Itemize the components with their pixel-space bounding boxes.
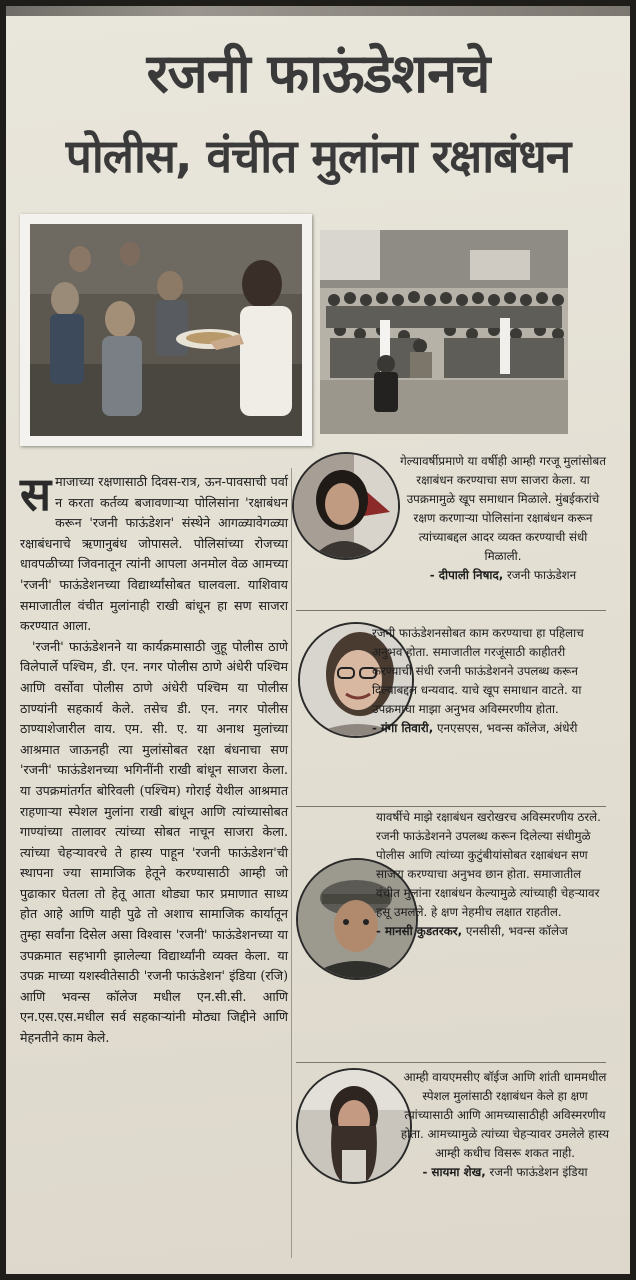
- quote-2-text: [372, 624, 608, 738]
- quote-4-body: आम्ही वायएमसीए बॉईज आणि शांती धाममधील स्पेशल मुलांसाठी रक्षाबंधन केले हा क्षण त्यांच्यासाठी आणि आमच्यासाठीही अविस्मरणीय होता. आमच्यामुळे त्यांच्या चेहऱ्यावर उमलेले हास्य आम्ही कधीच विसरू शकत नाही.: [400, 1070, 610, 1160]
- photo-group-police: [320, 230, 568, 434]
- quote-3-author: - मानसी कुडतरकर,: [376, 924, 463, 938]
- quote-1-affiliation: रजनी फाऊंडेशन: [506, 568, 577, 582]
- quote-1-text: [400, 452, 606, 585]
- quote-4-author: - सायमा शेख,: [422, 1165, 486, 1179]
- quote-1-body: गेल्यावर्षीप्रमाणे या वर्षीही आम्ही गरजू मुलांसोबत रक्षाबंधन करण्याचा सण साजरा केला. या उपक्रमामुळे खूप समाधान मिळाले. मुंबईकरांचे रक्षण करणाऱ्या पोलिसांना रक्षाबंधन करून त्यांच्याबद्दल आदर व्यक्त करण्याची संधी मिळाली.: [400, 454, 606, 563]
- quote-3-text: [376, 808, 608, 941]
- quote-2-author: - गंगा तिवारी,: [372, 721, 434, 735]
- quote-3-body: यावर्षीचे माझे रक्षाबंधन खरोखरच अविस्मरणीय ठरले. रजनी फाऊंडेशनने उपलब्ध करून दिलेल्या संधीमुळे पोलीस आणि त्यांच्या कुटुंबीयांसोबत रक्षाबंधन सण साजरा करण्याचा अनुभव छान होता. समाजातील वंचीत मुलांना रक्षाबंधन केल्यामुळे त्यांच्याही चेहऱ्यावर हसू उमलले. हे क्षण नेहमीच लक्षात राहतील.: [376, 810, 601, 919]
- quote-2-body: रजनी फाऊंडेशनसोबत काम करण्याचा हा पहिलाच अनुभव होता. समाजातील गरजूंसाठी काहीतरी करण्याची संधी रजनी फाऊंडेशनने उपलब्ध करून दिल्याबद्दल धन्यवाद. याचे खूप समाधान वाटते. या उपक्रमाचा माझा अनुभव अविस्मरणीय होता.: [372, 626, 584, 716]
- quote-2-affiliation: एनएसएस, भवन्स कॉलेज, अंधेरी: [436, 721, 578, 735]
- article-paragraph-1: [20, 467, 288, 637]
- quote-divider-1: [296, 610, 606, 611]
- quote-1-author: - दीपाली निषाद,: [429, 568, 504, 582]
- quote-4-text: [398, 1068, 612, 1182]
- quote-divider-3: [296, 1062, 606, 1063]
- drop-cap: स: [20, 467, 52, 521]
- photo-children-meal: [20, 214, 312, 446]
- quote-divider-2: [296, 806, 606, 807]
- headline-line-2: पोलीस, वंचीत मुलांना रक्षाबंधन: [65, 129, 571, 183]
- avatar-saima-shaikh: [296, 1068, 412, 1184]
- quote-4-affiliation: रजनी फाऊंडेशन इंडिया: [489, 1165, 588, 1179]
- top-edge-strip: [6, 6, 630, 16]
- headline-line-1: रजनी फाऊंडेशनचे: [146, 42, 490, 105]
- quote-3-affiliation: एनसीसी, भवन्स कॉलेज: [465, 924, 568, 938]
- article-paragraph-2: 'रजनी' फाऊंडेशनने या कार्यक्रमासाठी जुहू पोलीस ठाणे विलेपार्ले पश्चिम, डी. एन. नगर पोलीस ठाणे अंधेरी पश्चिम आणि वर्सोवा पोलीस ठाणे अंधेरी पश्चिम या पोलीस ठाण्यांनी सहकार्य केले. तसेच डी. एन. नगर पोलीस ठाण्याशेजारील वाय. एम. सी. ए. या अनाथ मुलांच्या आश्रमात जाऊनही त्या मुलांसोबत रक्षा बंधनाचा सण 'रजनी' फाऊंडेशनच्या भगिनींनी राखी बांधून साजरा केला. या उपक्रमांतर्गत बोरिवली (पश्चिम) गोराई येथील आश्रमात राहणाऱ्या स्पेशल मुलांना राखी बांधून आणि त्यांच्यासोबत गाण्यांच्या तालावर त्यांच्या सोबत नाचून साजरा केला. त्यांच्या चेहऱ्यावरचे ते हास्य पाहून 'रजनी फाऊंडेशन'ची स्थापना ज्या सामाजिक हेतूने करण्यासाठी आम्ही जो पुढाकार घेतला तो हेतू आता थोड्या फार प्रमाणात साध्य होत आहे आणि याही पुढे तो अशाच सामाजिक कार्यातून तुम्हा सर्वांना दिसेल असा विश्वास 'रजनी' फाऊंडेशनच्या या उपक्रमात सहभागी झालेल्या विद्यार्थ्यांनी व्यक्त केला. या उपक्र माच्या यशस्वीतेसाठी 'रजनी फाऊंडेशन' इंडिया (रजि) आणि भवन्स कॉलेज मधील एन.सी.सी. आणि एन.एस.एस.मधील सर्व सहकाऱ्यांनी मोठ्या जिद्दीने आणि मेहनतीने काम केले.: [20, 638, 288, 1046]
- article-body: [20, 467, 288, 1049]
- avatar-dipali-nishad: [292, 452, 400, 560]
- article-paragraph-1-text: माजाच्या रक्षणासाठी दिवस-रात्र, ऊन-पावसाची पर्वा न करता कर्तव्य बजावणाऱ्या पोलिसांना 'रक्षाबंधन करून 'रजनी फाऊंडेशन' संस्थेने आगळ्यावेगळ्या रक्षाबंधनाचे ऋणानुबंध जोपासले. पोलिसांच्या रोजच्या धावपळीच्या जिवनातून त्यांनी आपला अनमोल वेळ आमच्या 'रजनी' फाऊंडेशनच्या विद्यार्थ्यांसोबत घालवला. याशिवाय समाजातील वंचीत मुलांनाही राखी बांधून हा सण साजरा करण्यात आला.: [20, 474, 288, 634]
- column-rule: [291, 468, 292, 1258]
- newspaper-clipping: [6, 6, 630, 1274]
